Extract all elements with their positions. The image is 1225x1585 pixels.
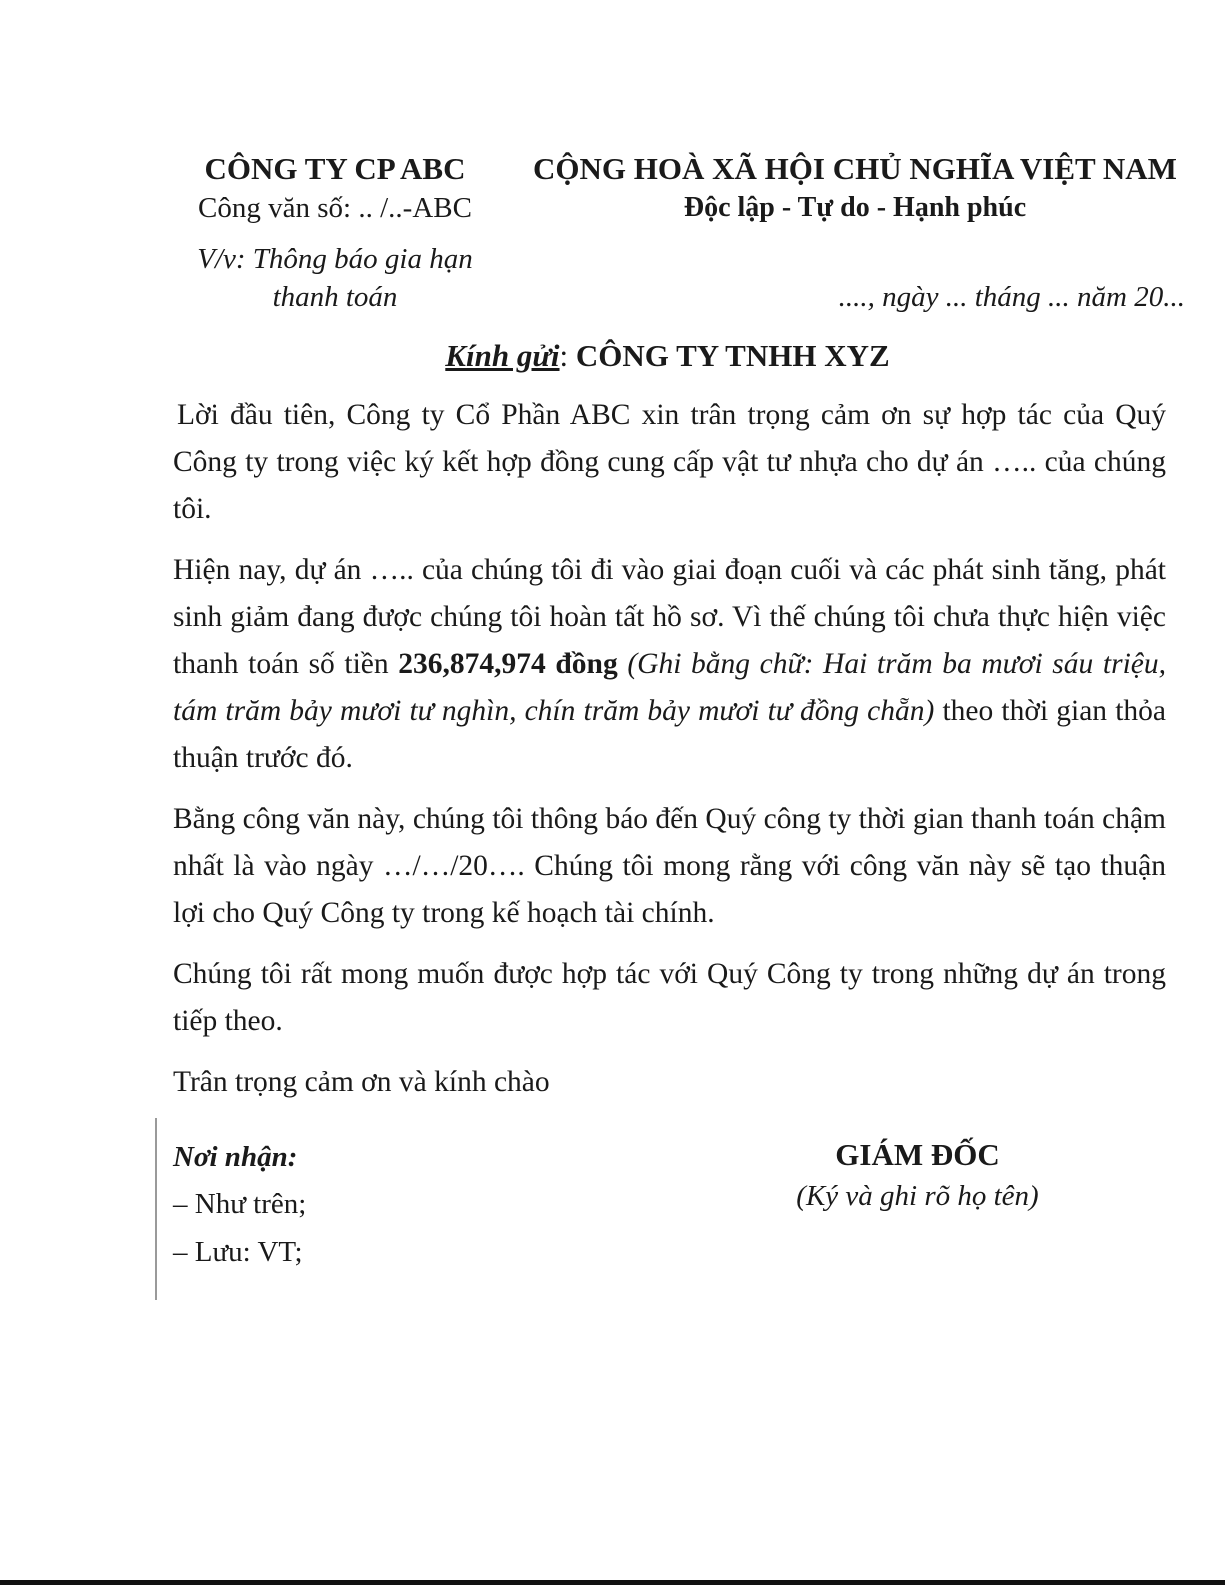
- bottom-edge: [0, 1580, 1225, 1585]
- national-header: [520, 150, 1190, 228]
- nation-title: CỘNG HOÀ XÃ HỘI CHỦ NGHĨA VIỆT NAM: [533, 151, 1177, 186]
- subject-line-1: V/v: Thông báo gia hạn: [197, 243, 473, 275]
- sender-header: [160, 150, 510, 228]
- document-number: Công văn số: .. /..-ABC: [198, 192, 472, 224]
- greeting-recipient: CÔNG TY TNHH XYZ: [575, 338, 890, 373]
- paragraph-deadline: Bằng công văn này, chúng tôi thông báo đến Quý công ty thời gian thanh toán chậm nhất là vào ngày …/…/20…. Chúng tôi mong rằng với công văn này sẽ tạo thuận lợi cho Quý Công ty trong kế hoạch tài chính.: [173, 803, 1166, 929]
- paragraph-cooperation: Chúng tôi rất mong muốn được hợp tác với Quý Công ty trong những dự án trong tiếp theo.: [173, 958, 1166, 1037]
- subject-line-2: thanh toán: [272, 281, 398, 313]
- subject-line: [160, 240, 510, 316]
- signature-title: GIÁM ĐỐC: [835, 1137, 1000, 1172]
- company-name: CÔNG TY CP ABC: [204, 151, 466, 186]
- recipients-block: [173, 1134, 306, 1276]
- paragraph-intro: Lời đầu tiên, Công ty Cổ Phần ABC xin trân trọng cảm ơn sự hợp tác của Quý Công ty trong việc ký kết hợp đồng cung cấp vật tư nhựa cho dự án ….. của chúng tôi.: [173, 399, 1166, 525]
- greeting: [0, 336, 1225, 376]
- signature-block: [720, 1134, 1115, 1216]
- recipient-item: – Như trên;: [173, 1188, 307, 1220]
- payment-text-start: Hiện nay, dự án ….. của chúng tôi đi vào giai đoạn cuối và các phát sinh tăng, phát sinh giảm đang được chúng tôi hoàn tất hồ sơ. Vì thế chúng tôi chưa thực hiện việc thanh toán số tiền: [173, 554, 1166, 680]
- greeting-separator: :: [559, 338, 576, 373]
- date-line: ...., ngày ... tháng ... năm 20...: [838, 281, 1185, 313]
- signature-note: (Ký và ghi rõ họ tên): [796, 1180, 1039, 1212]
- paragraph-closing: Trân trọng cảm ơn và kính chào: [173, 1066, 550, 1098]
- recipient-item: – Lưu: VT;: [173, 1236, 303, 1268]
- margin-line: [155, 1118, 157, 1300]
- national-motto: Độc lập - Tự do - Hạnh phúc: [683, 192, 1027, 223]
- payment-amount-words: (Ghi bằng chữ: Hai trăm ba mươi sáu triệu, tám trăm bảy mươi tư nghìn, chín trăm bảy mươi tư đồng chẵn): [173, 648, 1166, 727]
- payment-amount: 236,874,974 đồng: [398, 648, 618, 680]
- greeting-label: Kính gửi: [445, 338, 560, 373]
- letter-body: [173, 392, 1166, 1120]
- recipients-title: Nơi nhận:: [173, 1141, 298, 1173]
- payment-text-end: theo thời gian thỏa thuận trước đó.: [173, 695, 1166, 774]
- paragraph-payment: [173, 547, 1166, 782]
